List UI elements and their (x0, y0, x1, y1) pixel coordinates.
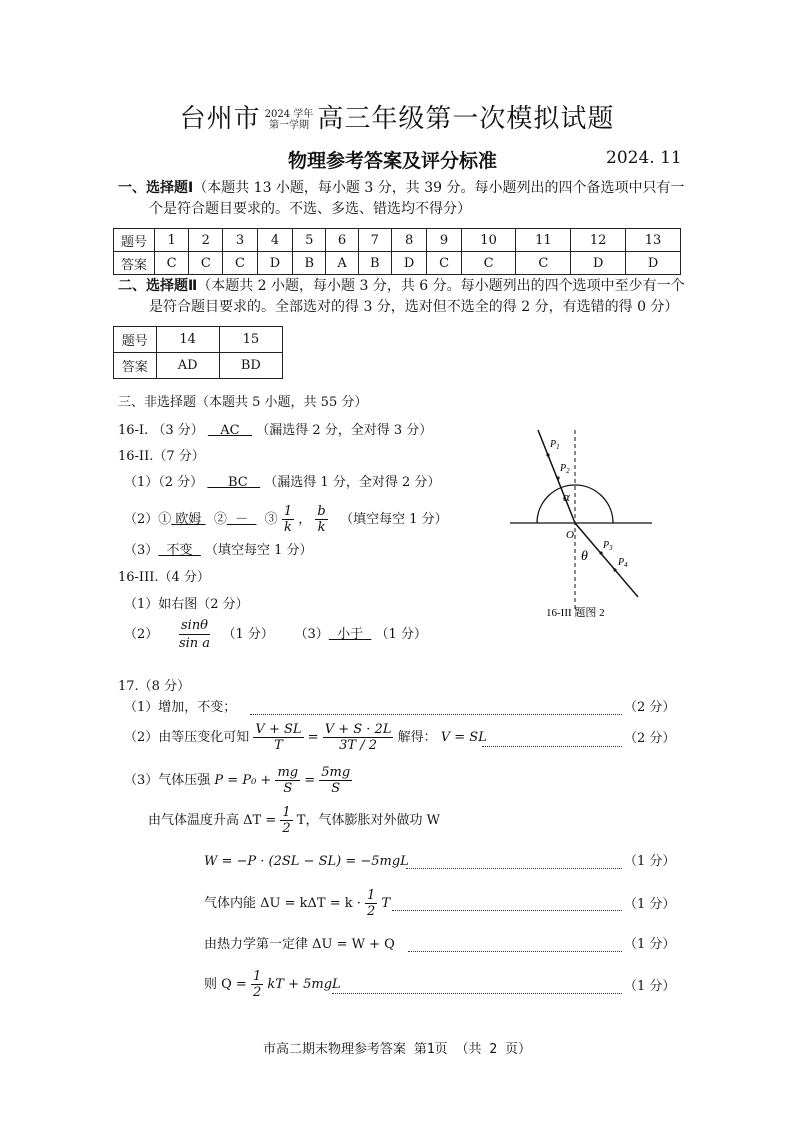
q17-part2-points: （2 分） (624, 731, 676, 746)
table-row: 答案 C C C D B A B D C C C D D (114, 252, 681, 275)
fraction-b-over-k: $\frac{b}{k}$ (317, 504, 326, 535)
label-origin: O (566, 529, 574, 541)
answer-cell: C (461, 252, 516, 275)
question-number-cell: 13 (626, 229, 681, 252)
q16-3-part2: （2） $\frac{\sin\theta}{\text{sin a}}$ （1 分） （3） 小于 （1 分） (124, 618, 427, 651)
answer-cell: C (516, 252, 571, 275)
q17-part1: （1）增加，不变； (124, 700, 237, 715)
answer-cell: AD (156, 353, 219, 379)
answer-table-1 (113, 228, 681, 275)
exam-date: 2024. 11 (606, 148, 682, 168)
question-number-cell: 2 (189, 229, 223, 252)
figure-caption: 16-III 题图 2 (546, 607, 605, 619)
q17-internal-energy-points: （1 分） (624, 897, 676, 912)
answer-cell: D (257, 252, 293, 275)
answer-cell: C (155, 252, 189, 275)
q17-internal-energy: 气体内能 ΔU = kΔT = k · $\frac{1}{2}$ T (204, 888, 391, 919)
pin-p2 (556, 476, 559, 479)
question-number-cell: 1 (155, 229, 189, 252)
dotted-leader (332, 993, 622, 994)
dotted-leader (406, 868, 622, 869)
q16-3-part1: （1）如右图（2 分） (124, 597, 249, 612)
question-number-cell: 6 (326, 229, 358, 252)
dotted-leader (482, 746, 622, 747)
q17-heading: 17.（8 分） (118, 679, 191, 694)
q17-first-law: 由热力学第一定律 ΔU = W + Q (204, 937, 395, 952)
exam-title (0, 98, 794, 135)
question-number-cell: 3 (223, 229, 257, 252)
q17-part3: （3）气体压强 P = P₀ + $\frac{mg}{S}$ = $\frac{5mg}{S}$ (124, 765, 351, 796)
q17-part1-points: （2 分） (624, 700, 676, 715)
page-footer: 市高二期末物理参考答案 第1页 （共 2 页） (263, 1042, 531, 1057)
table-row: 题号 1 2 3 4 5 6 7 8 9 10 11 12 13 (114, 229, 681, 252)
q16-2: 16-II.（7 分） (118, 449, 205, 464)
label-alpha: α (563, 489, 570, 504)
question-number-cell: 15 (219, 327, 282, 353)
question-number-cell: 9 (427, 229, 461, 252)
question-number-cell: 12 (571, 229, 626, 252)
table-row: 答案 AD BD (114, 353, 283, 379)
fraction-sin-ratio: $\frac{\sin\theta}{\text{sin a}}$ (178, 618, 211, 651)
answer-cell: C (223, 252, 257, 275)
q16-2-part1: （1）（2 分） BC （漏选得 1 分，全对得 2 分） (124, 475, 441, 490)
section2-heading: 二、选择题Ⅱ（本题共 2 小题，每小题 3 分，共 6 分。每小题列出的四个选项中至少有一个 是符合题目要求的。全部选对的得 3 分，选对但不选全的得 2 分，有选错的得 0 分） (118, 278, 685, 315)
q16-1: 16-I. （3 分） AC （漏选得 2 分，全对得 3 分） (118, 423, 433, 438)
question-number-cell: 14 (156, 327, 219, 353)
dotted-leader (408, 951, 622, 952)
answer-cell: D (626, 252, 681, 275)
section1-heading: 一、选择题Ⅰ（本题共 13 小题，每小题 3 分，共 39 分。每小题列出的四个备选项中只有一 个是符合题目要求的。不选、多选、错选均不得分） (118, 180, 685, 217)
q16-2-part2: （2）① 欧姆 ② － ③ $\frac{1}{k}$ ， $\frac{b}{k}$ （填空每空 1 分） (124, 504, 448, 535)
refraction-diagram (500, 425, 660, 630)
q17-work: W = −P · (2SL − SL) = −5mgL (204, 854, 409, 869)
answer-cell: BD (219, 353, 282, 379)
label-p2: $P_2$ (560, 463, 570, 475)
label-p3: $P_3$ (603, 540, 613, 552)
fraction-1-over-k: $\frac{1}{k}$ (283, 504, 293, 535)
question-number-cell: 10 (461, 229, 516, 252)
q16-3: 16-III.（4 分） (118, 570, 210, 585)
question-number-cell: 11 (516, 229, 571, 252)
q17-temperature: 由气体温度升高 ΔT = $\frac{1}{2}$ T，气体膨胀对外做功 W (148, 805, 440, 836)
label-p1: $P_1$ (550, 439, 560, 451)
q17-part2: （2）由等压变化可知 $\frac{V + SL}{T}$ = $\frac{V + S \cdot 2L}{3T / 2}$ 解得： V = SL (124, 722, 487, 753)
question-number-cell: 7 (358, 229, 391, 252)
dotted-leader (392, 910, 622, 911)
pin-p3 (599, 551, 602, 554)
table-row: 题号 14 15 (114, 327, 283, 353)
question-number-cell: 4 (257, 229, 293, 252)
pin-p4 (613, 568, 616, 571)
answer-cell: D (391, 252, 427, 275)
q17-first-law-points: （1 分） (624, 937, 676, 952)
answer-cell: C (427, 252, 461, 275)
label-p4: $P_4$ (618, 557, 628, 569)
label-theta: θ (581, 549, 588, 564)
q17-heat-points: （1 分） (624, 979, 676, 994)
title-exam: 高三年级第一次模拟试题 (317, 104, 615, 134)
title-city: 台州市 (179, 104, 261, 134)
dotted-leader (250, 714, 622, 715)
title-semester: 2024 学年 第一学期 (264, 109, 314, 131)
page-subtitle: 物理参考答案及评分标准 (288, 150, 498, 172)
question-number-cell: 5 (293, 229, 326, 252)
answer-cell: B (293, 252, 326, 275)
question-number-cell: 8 (391, 229, 427, 252)
answer-cell: A (326, 252, 358, 275)
answer-cell: D (571, 252, 626, 275)
section3-heading: 三、非选择题（本题共 5 小题，共 55 分） (118, 395, 368, 410)
answer-cell: C (189, 252, 223, 275)
q17-heat: 则 Q = $\frac{1}{2}$ kT + 5mgL (204, 969, 341, 1000)
q17-work-points: （1 分） (624, 854, 676, 869)
q16-2-part3: （3） 不变 （填空每空 1 分） (124, 543, 313, 558)
answer-table-2 (113, 326, 283, 379)
pin-p1 (546, 453, 549, 456)
answer-cell: B (358, 252, 391, 275)
